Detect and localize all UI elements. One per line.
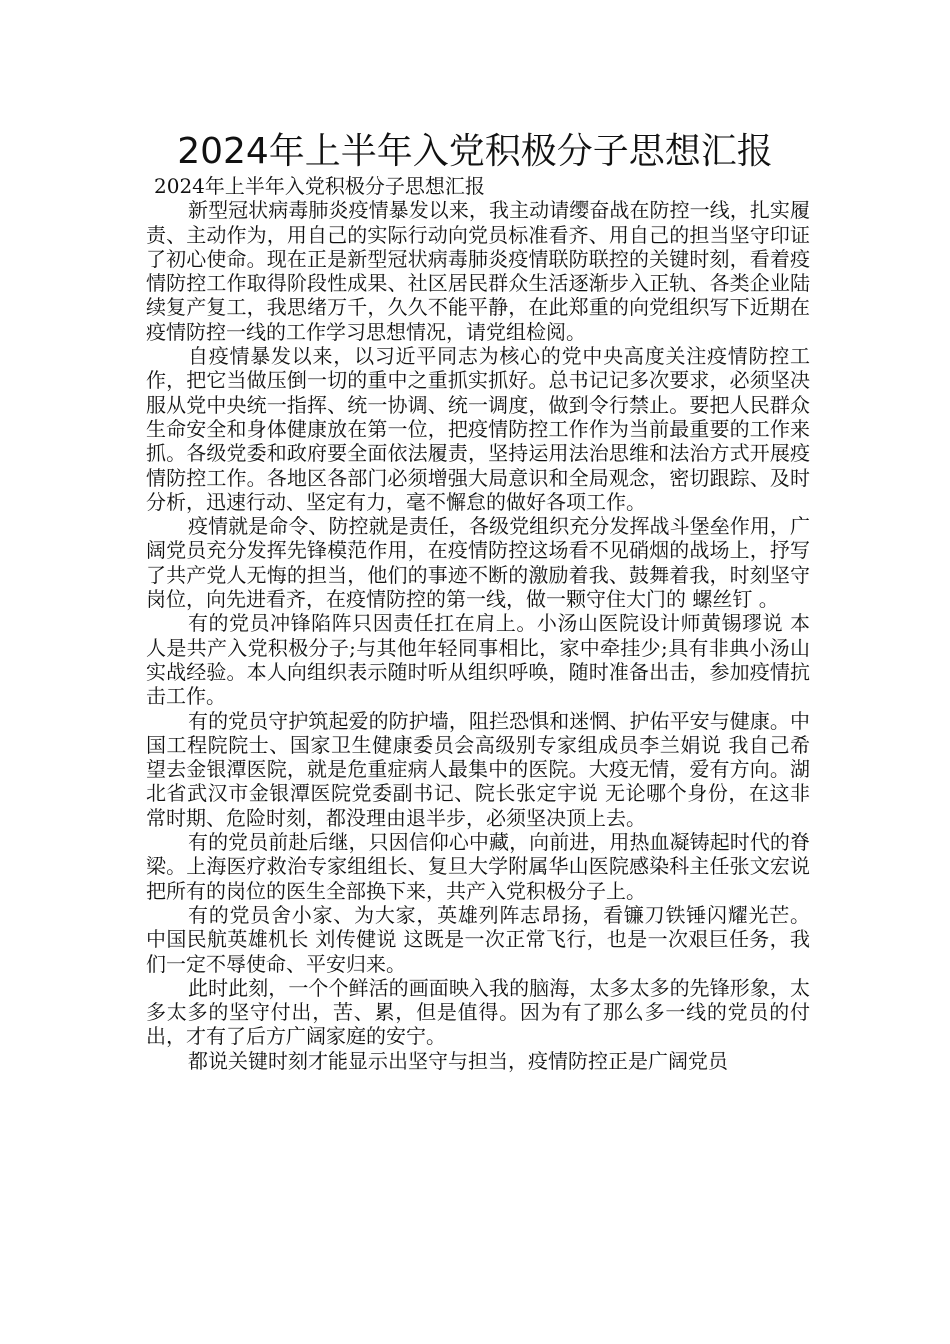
paragraph: 疫情就是命令、防控就是责任，各级党组织充分发挥战斗堡垒作用，广阔党员充分发挥先锋模范作用，在疫情防控这场看不见硝烟的战场上，抒写了共产党人无悔的担当，他们的事迹不断的激励着我、鼓舞着我，时刻坚守岗位，向先进看齐，在疫情防控的第一线，做一颗守住大门的 螺丝钉 。 [146,514,810,612]
paragraph: 有的党员前赴后继，只因信仰心中藏，向前进，用热血凝铸起时代的脊梁。上海医疗救治专家组组长、复旦大学附属华山医院感染科主任张文宏说 把所有的岗位的医生全部换下来，共产入党积极分子上。 [146,830,810,903]
document-body [146,174,810,1073]
document-subtitle: 2024年上半年入党积极分子思想汇报 [154,174,485,198]
paragraph: 有的党员冲锋陷阵只因责任扛在肩上。小汤山医院设计师黄锡璆说 本人是共产入党积极分子;与其他年轻同事相比，家中牵挂少;具有非典小汤山实战经验。本人向组织表示随时听从组织呼唤，随时准备出击，参加疫情抗击工作。 [146,611,810,709]
paragraph: 自疫情暴发以来，以习近平同志为核心的党中央高度关注疫情防控工作，把它当做压倒一切的重中之重抓实抓好。总书记记多次要求，必须坚决服从党中央统一指挥、统一协调、统一调度，做到令行禁止。要把人民群众生命安全和身体健康放在第一位，把疫情防控工作作为当前最重要的工作来抓。各级党委和政府要全面依法履责，坚持运用法治思维和法治方式开展疫情防控工作。各地区各部门必须增强大局意识和全局观念，密切跟踪、及时分析，迅速行动、坚定有力，毫不懈怠的做好各项工作。 [146,344,810,514]
paragraph: 有的党员守护筑起爱的防护墙，阻拦恐惧和迷惘、护佑平安与健康。中国工程院院士、国家卫生健康委员会高级别专家组成员李兰娟说 我自己希望去金银潭医院，就是危重症病人最集中的医院。大疫无情，爱有方向。湖北省武汉市金银潭医院党委副书记、院长张定宇说 无论哪个身份，在这非常时期、危险时刻，都没理由退半步，必须坚决顶上去。 [146,708,810,830]
paragraph: 都说关键时刻才能显示出坚守与担当，疫情防控正是广阔党员 [188,1048,728,1073]
paragraph: 新型冠状病毒肺炎疫情暴发以来，我主动请缨奋战在防控一线，扎实履责、主动作为，用自己的实际行动向党员标准看齐、用自己的担当坚守印证了初心使命。现在正是新型冠状病毒肺炎疫情联防联控的关键时刻，看着疫情防控工作取得阶段性成果、社区居民群众生活逐渐步入正轨、各类企业陆续复产复工，我思绪万千，久久不能平静，在此郑重的向党组织写下近期在疫情防控一线的工作学习思想情况，请党组检阅。 [146,198,810,344]
document-title: 2024年上半年入党积极分子思想汇报 [177,131,773,172]
paragraph: 有的党员舍小家、为大家，英雄列阵志昂扬，看镰刀铁锤闪耀光芒。 中国民航英雄机长 刘传健说 这既是一次正常飞行，也是一次艰巨任务，我们一定不辱使命、平安归来。 [146,902,810,976]
paragraph: 此时此刻，一个个鲜活的画面映入我的脑海，太多太多的先锋形象，太多太多的坚守付出，苦、累，但是值得。因为有了那么多一线的党员的付出，才有了后方广阔家庭的安宁。 [146,975,810,1049]
